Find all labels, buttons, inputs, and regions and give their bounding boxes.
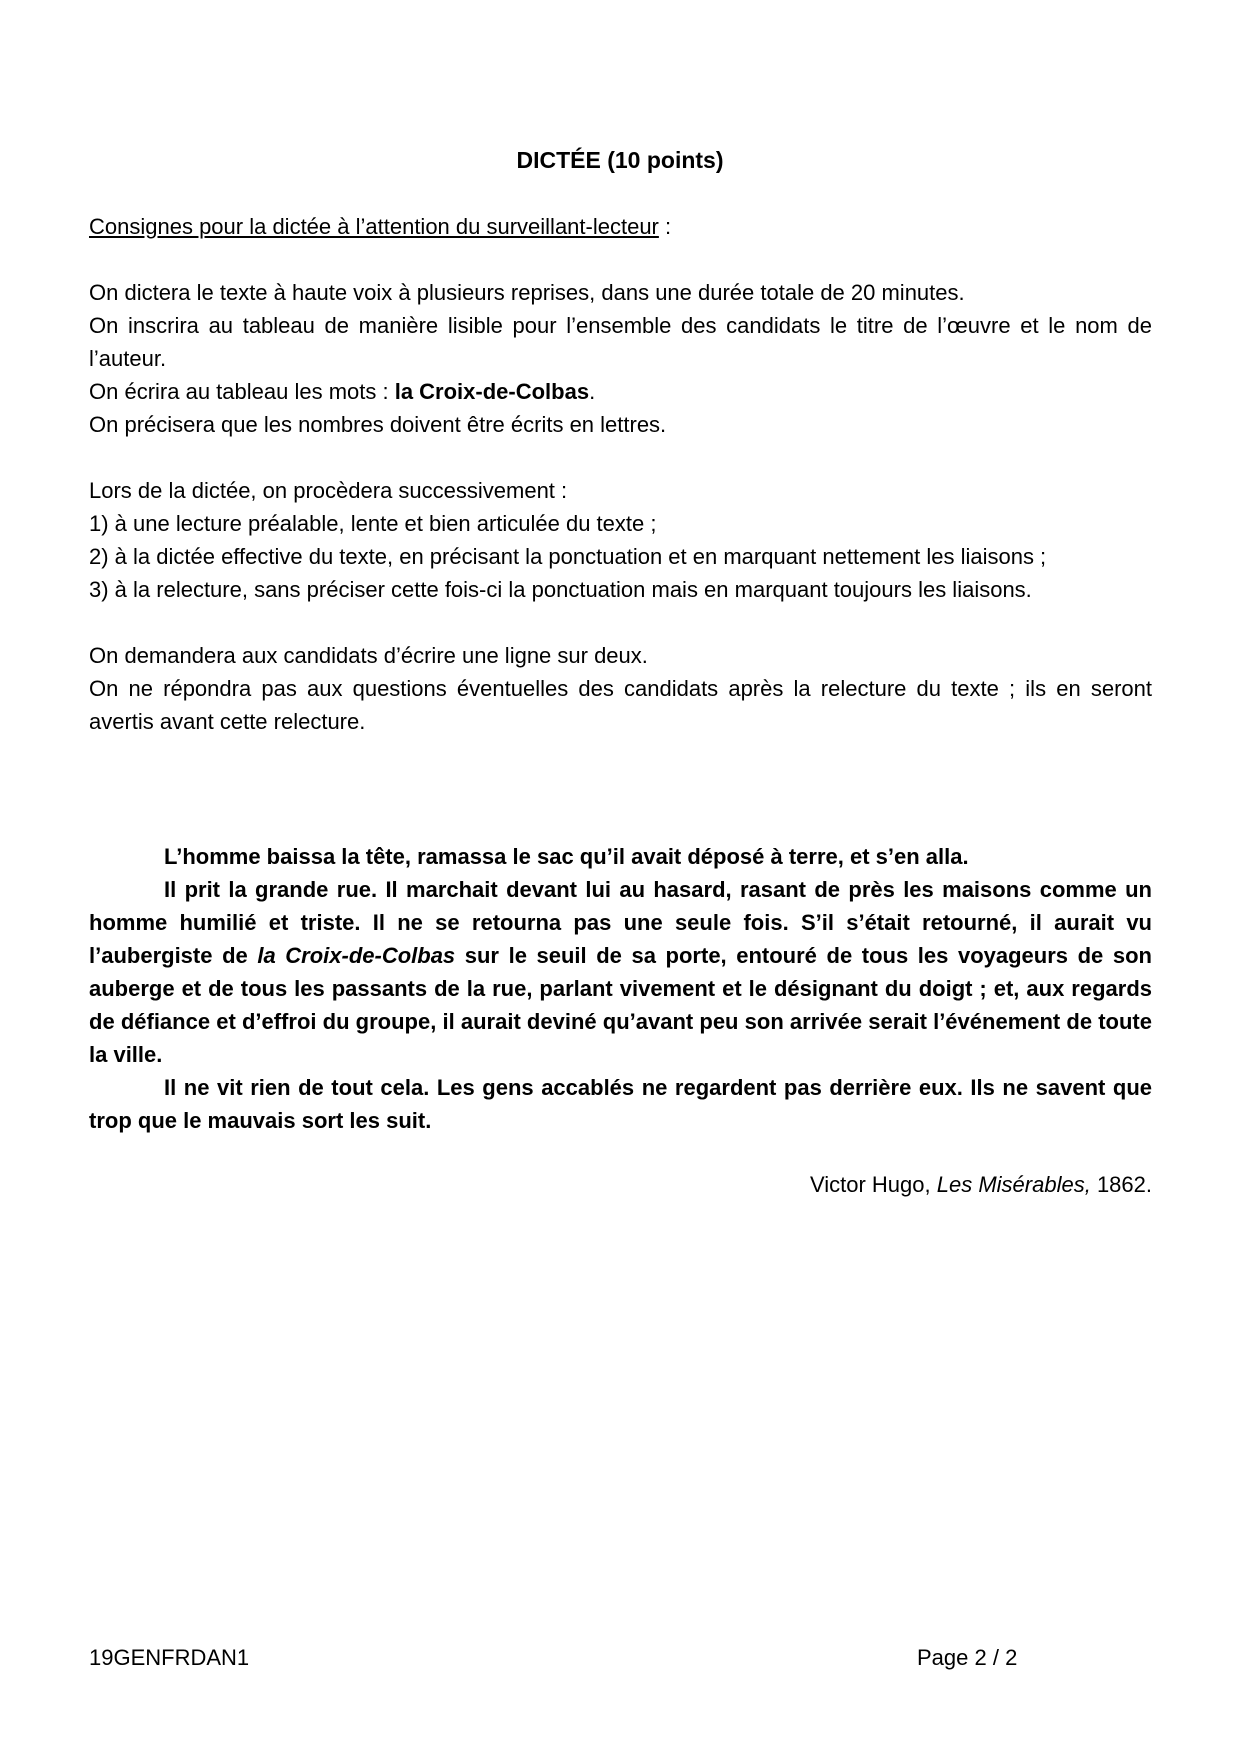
instruction-write-words-prefix: On écrira au tableau les mots : bbox=[89, 379, 395, 404]
footer-exam-code: 19GENFRDAN1 bbox=[89, 1645, 250, 1670]
instructions-block bbox=[89, 210, 1152, 738]
instruction-write-words-suffix: . bbox=[589, 379, 596, 404]
dictation-paragraph-2-place: la Croix-de-Colbas bbox=[257, 943, 456, 968]
source-credit bbox=[810, 1168, 1152, 1201]
instruction-write-title-author: On inscrira au tableau de manière lisible pour l’ensemble des candidats le titre de l’œuvre et le nom de l’auteur. bbox=[89, 313, 1152, 371]
instruction-write-words-term: la Croix-de-Colbas bbox=[394, 379, 590, 404]
instruction-dictate-aloud: On dictera le texte à haute voix à plusieurs reprises, dans une durée totale de 20 minutes. bbox=[89, 280, 965, 305]
dictation-paragraph-2-start: Il prit la grande rue. Il marchait devant lui au hasard, rasant de près les maisons comme un homme humilié et triste. Il ne se retourna pas une seule fois. S’il s’était retourné, il aurait vu l’aubergiste de bbox=[89, 877, 1152, 968]
instruction-write-words bbox=[89, 375, 1152, 408]
instructions-heading bbox=[89, 210, 1152, 243]
dictation-paragraph-2 bbox=[89, 873, 1152, 1071]
dictation-paragraph-3: Il ne vit rien de tout cela. Les gens accablés ne regardent pas derrière eux. Ils ne savent que trop que le mauvais sort les suit. bbox=[89, 1075, 1152, 1133]
instruction-procedure-intro: Lors de la dictée, on procèdera successivement : bbox=[89, 478, 568, 503]
instructions-heading-suffix: : bbox=[658, 214, 672, 239]
credit-year: 1862. bbox=[1090, 1172, 1152, 1197]
footer-page-number: Page 2 / 2 bbox=[917, 1645, 1018, 1670]
instruction-step-2: 2) à la dictée effective du texte, en précisant la ponctuation et en marquant nettement les liaisons ; bbox=[89, 544, 1047, 569]
dictation-paragraph-2-end: sur le seuil de sa porte, entouré de tous les voyageurs de son auberge et de tous les passants de la rue, parlant vivement et le désignant du doigt ; et, aux regards de défiance et d’effroi du groupe, il aurait deviné qu’avant peu son arrivée serait l’événement de toute la ville. bbox=[89, 943, 1152, 1067]
dictation-text bbox=[89, 840, 1152, 1137]
instruction-step-3: 3) à la relecture, sans préciser cette fois-ci la ponctuation mais en marquant toujours les liaisons. bbox=[89, 577, 1032, 602]
instruction-no-questions: On ne répondra pas aux questions éventuelles des candidats après la relecture du texte ; ils en seront avertis avant cette relecture. bbox=[89, 676, 1152, 734]
dictation-paragraph-1: L’homme baissa la tête, ramassa le sac qu’il avait déposé à terre, et s’en alla. bbox=[164, 844, 969, 869]
instructions-heading-text: Consignes pour la dictée à l’attention du surveillant-lecteur bbox=[89, 214, 659, 239]
instruction-numbers-in-letters: On précisera que les nombres doivent être écrits en lettres. bbox=[89, 412, 667, 437]
instruction-step-1: 1) à une lecture préalable, lente et bien articulée du texte ; bbox=[89, 511, 657, 536]
credit-work: Les Misérables, bbox=[936, 1172, 1091, 1197]
credit-author: Victor Hugo, bbox=[809, 1172, 937, 1197]
instruction-one-line-of-two: On demandera aux candidats d’écrire une ligne sur deux. bbox=[89, 643, 648, 668]
page-title: DICTÉE (10 points) bbox=[516, 147, 724, 173]
